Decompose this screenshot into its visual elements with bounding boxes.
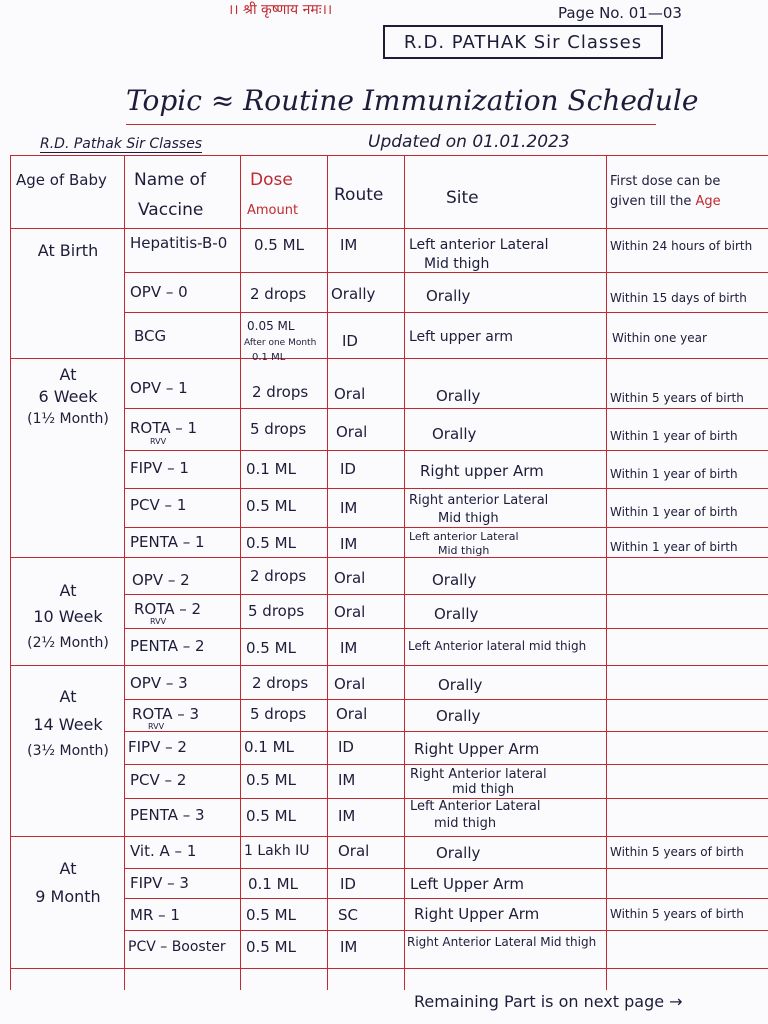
author-name: R.D. Pathak Sir Classes bbox=[40, 136, 203, 152]
dose-amount: 0.5 ML bbox=[246, 771, 296, 789]
header-box: R.D. PATHAK Sir Classes bbox=[383, 25, 663, 59]
dose-amount: 5 drops bbox=[248, 602, 305, 620]
site-line2: mid thigh bbox=[434, 816, 497, 831]
age-line: At Birth bbox=[37, 241, 99, 260]
site-line2: Mid thigh bbox=[438, 511, 499, 526]
age-line: 14 Week bbox=[33, 715, 103, 734]
table-top-line bbox=[10, 155, 768, 156]
first-dose-till: Within 5 years of birth bbox=[610, 845, 744, 859]
site: Orally bbox=[436, 707, 481, 725]
vaccine-name: FIPV – 1 bbox=[130, 459, 189, 477]
site: Right Anterior Lateral Mid thigh bbox=[407, 935, 597, 949]
site: Orally bbox=[436, 844, 481, 862]
row-divider bbox=[124, 628, 768, 629]
row-divider bbox=[124, 764, 768, 765]
dose-amount: 5 drops bbox=[250, 420, 307, 438]
site: Left Upper Arm bbox=[410, 875, 524, 893]
site: Right Upper Arm bbox=[414, 905, 540, 923]
dose-amount: 2 drops bbox=[252, 383, 309, 401]
route: IM bbox=[340, 535, 358, 553]
dose-amount: 0.5 ML bbox=[246, 938, 296, 956]
vaccine-name: OPV – 0 bbox=[130, 283, 188, 301]
header-route: Route bbox=[334, 185, 384, 205]
row-divider bbox=[124, 930, 768, 931]
column-divider bbox=[404, 155, 405, 990]
title-underline bbox=[126, 124, 656, 125]
route: Oral bbox=[334, 603, 366, 621]
header-dose-line1: Dose bbox=[250, 170, 293, 190]
vaccine-name: PENTA – 3 bbox=[130, 806, 205, 824]
route: Orally bbox=[331, 285, 376, 303]
age-line: At bbox=[59, 581, 77, 600]
table-border-left bbox=[10, 155, 11, 990]
route: IM bbox=[340, 938, 358, 956]
vaccine-name: FIPV – 2 bbox=[128, 738, 187, 756]
column-divider bbox=[124, 155, 125, 990]
vaccine-name: ROTA – 3 bbox=[132, 705, 200, 723]
row-divider bbox=[124, 699, 768, 700]
route: ID bbox=[340, 460, 356, 478]
route: Oral bbox=[334, 385, 366, 403]
first-dose-till: Within 1 year of birth bbox=[610, 467, 738, 481]
route: Oral bbox=[336, 423, 368, 441]
group-divider bbox=[10, 665, 768, 666]
vaccine-name: ROTA – 2 bbox=[134, 600, 202, 618]
dose-amount: 0.1 ML bbox=[244, 738, 294, 756]
route: IM bbox=[340, 499, 358, 517]
route: IM bbox=[340, 639, 358, 657]
footer-note: Remaining Part is on next page → bbox=[414, 992, 683, 1011]
first-dose-till: Within 1 year of birth bbox=[610, 540, 738, 554]
dose-amount: 2 drops bbox=[250, 567, 307, 585]
vaccine-name: Hepatitis-B-0 bbox=[130, 234, 228, 252]
first-dose-till: Within one year bbox=[612, 331, 707, 345]
vaccine-sub: RVV bbox=[148, 722, 165, 731]
row-divider bbox=[124, 898, 768, 899]
row-divider bbox=[124, 408, 768, 409]
vaccine-name: PCV – Booster bbox=[128, 939, 226, 955]
header-first-dose-line2 bbox=[610, 194, 721, 210]
header-first-dose-text: given till the bbox=[610, 194, 692, 209]
site: Orally bbox=[434, 605, 479, 623]
site: Orally bbox=[432, 571, 477, 589]
first-dose-till: Within 1 year of birth bbox=[610, 429, 738, 443]
column-divider bbox=[240, 155, 241, 990]
site: Left anterior Lateral bbox=[409, 237, 549, 253]
dose-amount: 0.5 ML bbox=[246, 906, 296, 924]
age-line: At bbox=[59, 687, 77, 706]
site-line2: Mid thigh bbox=[438, 544, 490, 557]
dose-amount: 2 drops bbox=[252, 674, 309, 692]
route: Oral bbox=[334, 569, 366, 587]
row-divider bbox=[124, 488, 768, 489]
header-bottom-line bbox=[10, 228, 768, 229]
dose-note: After one Month bbox=[244, 338, 317, 348]
site: Left anterior Lateral bbox=[409, 530, 519, 543]
dose-amount: 2 drops bbox=[250, 285, 307, 303]
age-group bbox=[12, 686, 124, 762]
site: Orally bbox=[436, 387, 481, 405]
row-divider bbox=[124, 868, 768, 869]
group-divider bbox=[10, 358, 768, 359]
age-group bbox=[12, 858, 124, 908]
vaccine-name: PENTA – 2 bbox=[130, 637, 205, 655]
route: Oral bbox=[336, 705, 368, 723]
column-divider bbox=[327, 155, 328, 990]
page-title: Topic ≈ Routine Immunization Schedule bbox=[126, 84, 699, 117]
vaccine-sub: RVV bbox=[150, 617, 167, 626]
age-line: (2½ Month) bbox=[27, 635, 109, 651]
vaccine-name: Vit. A – 1 bbox=[130, 842, 197, 860]
group-divider bbox=[10, 836, 768, 837]
vaccine-name: PENTA – 1 bbox=[130, 533, 205, 551]
table-bottom-line bbox=[10, 968, 768, 969]
header-vaccine-line1: Name of bbox=[134, 170, 206, 190]
route: IM bbox=[338, 771, 356, 789]
site-line2: Mid thigh bbox=[424, 256, 490, 272]
column-divider bbox=[606, 155, 607, 990]
site: Left Anterior lateral mid thigh bbox=[408, 639, 587, 653]
row-divider bbox=[124, 594, 768, 595]
age-group bbox=[12, 364, 124, 430]
row-divider bbox=[124, 312, 768, 313]
row-divider bbox=[124, 527, 768, 528]
header-age: Age of Baby bbox=[16, 171, 107, 189]
dose-amount: 0.1 ML bbox=[246, 460, 296, 478]
first-dose-till: Within 24 hours of birth bbox=[610, 239, 753, 253]
route: ID bbox=[338, 738, 354, 756]
site-line2: mid thigh bbox=[452, 782, 515, 797]
dose-amount: 0.5 ML bbox=[246, 497, 296, 515]
age-line: 10 Week bbox=[33, 607, 103, 626]
age-line: At bbox=[59, 365, 77, 384]
header-first-dose-age: Age bbox=[695, 194, 721, 209]
row-divider bbox=[124, 272, 768, 273]
route: IM bbox=[340, 236, 358, 254]
vaccine-sub: RVV bbox=[150, 437, 167, 446]
age-line: (3½ Month) bbox=[27, 743, 109, 759]
vaccine-name: OPV – 3 bbox=[130, 674, 188, 692]
age-line: (1½ Month) bbox=[27, 411, 109, 427]
dose-amount: 0.5 ML bbox=[246, 534, 296, 552]
header-vaccine-line2: Vaccine bbox=[138, 200, 204, 220]
site: Right anterior Lateral bbox=[409, 493, 549, 508]
blessing-text: ।। श्री कृष्णाय नमः।। bbox=[228, 2, 333, 18]
route: SC bbox=[338, 906, 358, 924]
updated-date: Updated on 01.01.2023 bbox=[368, 132, 570, 152]
site: Right Upper Arm bbox=[414, 740, 540, 758]
row-divider bbox=[124, 731, 768, 732]
vaccine-name: ROTA – 1 bbox=[130, 419, 198, 437]
route: ID bbox=[340, 875, 356, 893]
row-divider bbox=[124, 450, 768, 451]
dose-amount: 1 Lakh IU bbox=[244, 843, 310, 859]
dose-amount: 5 drops bbox=[250, 705, 307, 723]
first-dose-till: Within 5 years of birth bbox=[610, 907, 744, 921]
dose-followup: 0.1 ML bbox=[252, 352, 286, 363]
header-dose-line2: Amount bbox=[247, 203, 299, 218]
site: Left upper arm bbox=[409, 329, 513, 345]
site: Orally bbox=[438, 676, 483, 694]
site: Orally bbox=[426, 287, 471, 305]
route: Oral bbox=[334, 675, 366, 693]
age-line: 9 Month bbox=[35, 887, 101, 906]
group-divider bbox=[10, 557, 768, 558]
vaccine-name: MR – 1 bbox=[130, 906, 180, 924]
vaccine-name: FIPV – 3 bbox=[130, 874, 189, 892]
first-dose-till: Within 5 years of birth bbox=[610, 391, 744, 405]
vaccine-name: OPV – 2 bbox=[132, 571, 190, 589]
site: Left Anterior Lateral bbox=[410, 799, 541, 814]
site: Right Anterior lateral bbox=[410, 767, 547, 782]
dose-amount: 0.5 ML bbox=[246, 807, 296, 825]
route: IM bbox=[338, 807, 356, 825]
vaccine-name: OPV – 1 bbox=[130, 379, 188, 397]
dose-amount: 0.5 ML bbox=[246, 639, 296, 657]
header-first-dose-line1: First dose can be bbox=[610, 174, 721, 189]
age-group bbox=[12, 580, 124, 654]
vaccine-name: BCG bbox=[134, 327, 167, 345]
vaccine-name: PCV – 2 bbox=[130, 771, 187, 789]
age-group bbox=[12, 240, 124, 262]
site: Orally bbox=[432, 425, 477, 443]
page-number: Page No. 01—03 bbox=[558, 4, 682, 22]
age-line: 6 Week bbox=[38, 387, 98, 406]
dose-amount: 0.1 ML bbox=[248, 875, 298, 893]
route: ID bbox=[342, 332, 358, 350]
first-dose-till: Within 1 year of birth bbox=[610, 505, 738, 519]
header-site: Site bbox=[446, 188, 479, 208]
age-line: At bbox=[59, 859, 77, 878]
first-dose-till: Within 15 days of birth bbox=[610, 291, 747, 305]
site: Right upper Arm bbox=[420, 462, 544, 480]
dose-amount: 0.05 ML bbox=[247, 319, 295, 333]
vaccine-name: PCV – 1 bbox=[130, 496, 187, 514]
dose-amount: 0.5 ML bbox=[254, 236, 304, 254]
route: Oral bbox=[338, 842, 370, 860]
